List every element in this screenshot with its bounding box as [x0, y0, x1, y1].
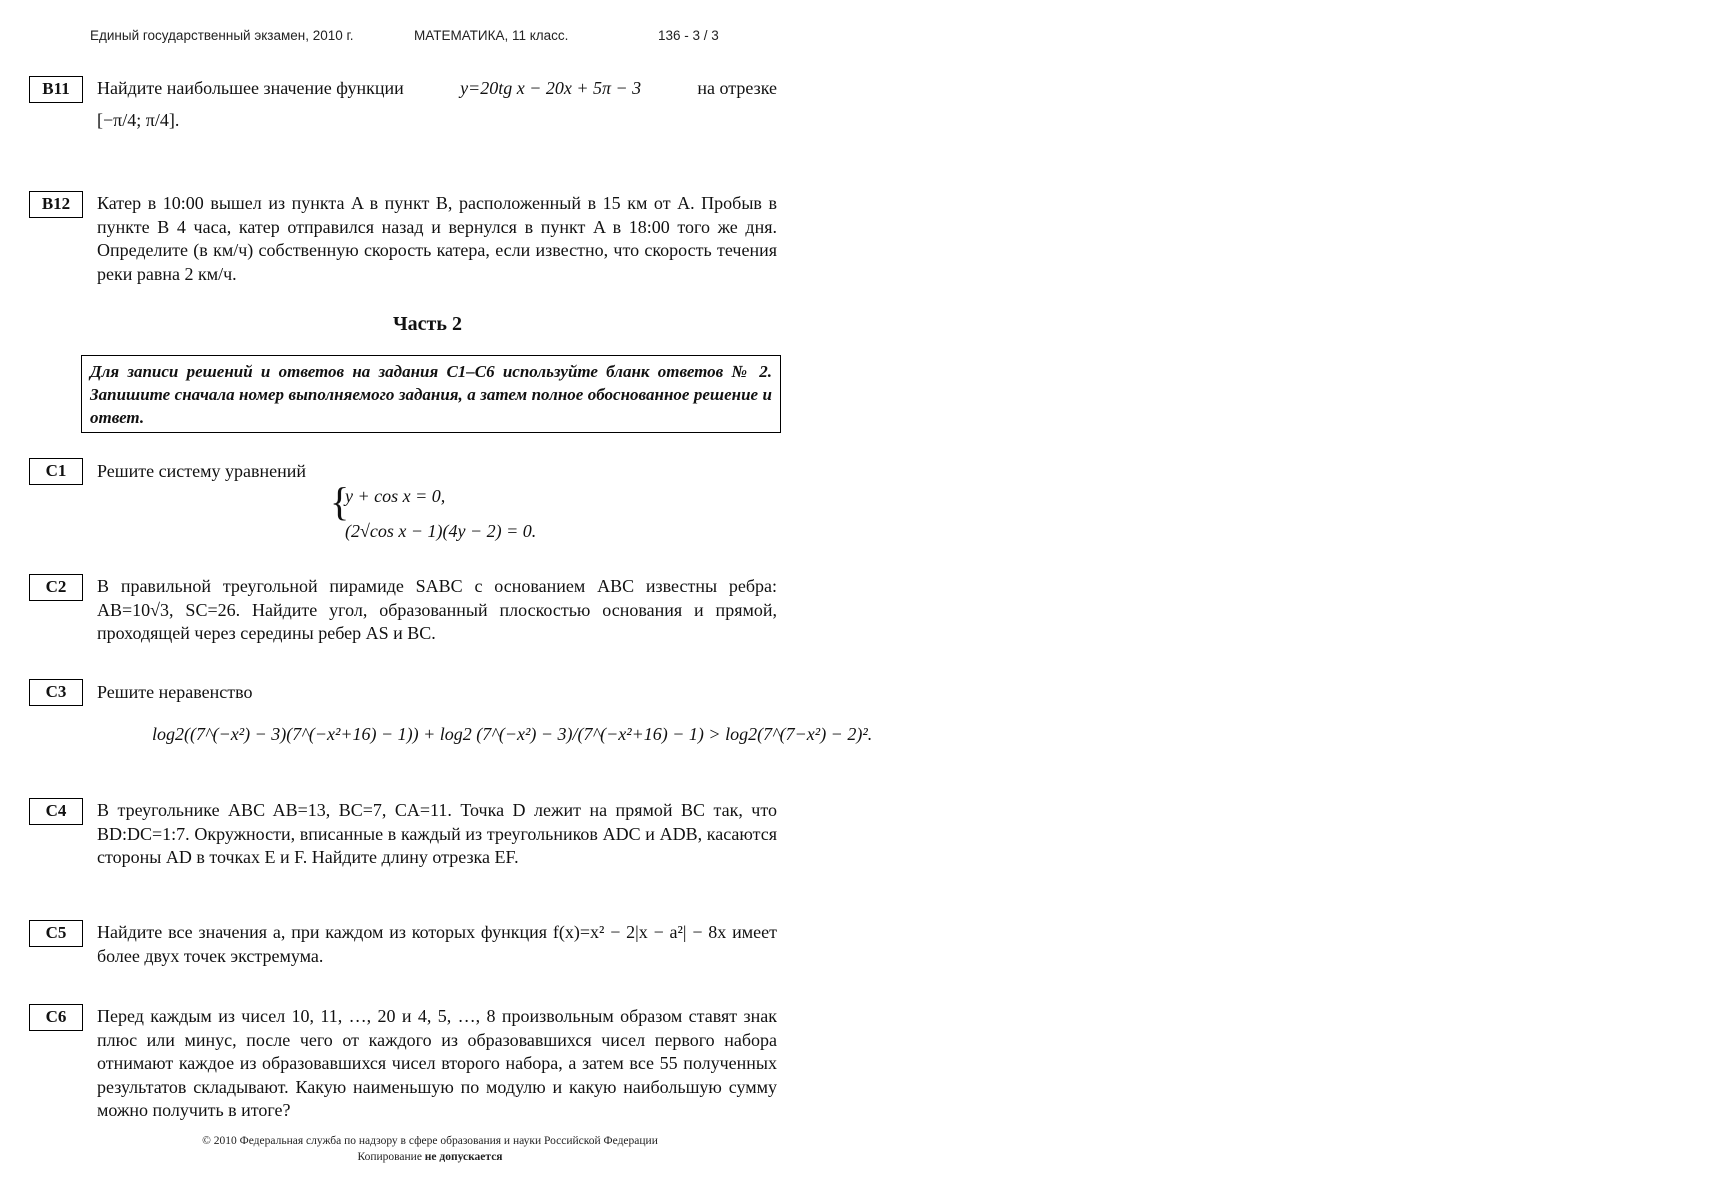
- task-label-b12: B12: [29, 191, 83, 218]
- task-c5-text: Найдите все значения a, при каждом из которых функция f(x)=x² − 2|x − a²| − 8x имеет более двух точек экстремума.: [97, 922, 777, 966]
- task-c3-formula: log2((7^(−x²) − 3)(7^(−x²+16) − 1)) + log2 (7^(−x²) − 3)/(7^(−x²+16) − 1) > log2(7^(7−x²) − 2)².: [152, 724, 873, 744]
- task-b12-text: Катер в 10:00 вышел из пункта A в пункт B, расположенный в 15 км от A. Пробыв в пункте B 4 часа, катер отправился назад и вернулся в пункт A в 18:00 того же дня. Определите (в км/ч) собственную скорость катера, если известно, что скорость течения реки равна 2 км/ч.: [97, 193, 777, 284]
- footer-copy-bold: не допускается: [424, 1151, 503, 1163]
- footer-copy-note: [100, 1151, 760, 1163]
- task-c3-text: Решите неравенство: [97, 682, 253, 702]
- part-title: Часть 2: [393, 313, 462, 335]
- task-c1-eq2: (2√cos x − 1)(4y − 2) = 0.: [345, 521, 537, 541]
- header-page: 136 - 3 / 3: [658, 28, 719, 43]
- task-label-c1: C1: [29, 458, 83, 485]
- instruction-box: Для записи решений и ответов на задания C1–C6 используйте бланк ответов № 2. Запишите сначала номер выполняемого задания, а затем полное обоснованное решение и ответ.: [81, 355, 781, 433]
- task-c1-eq1: y + cos x = 0,: [345, 486, 446, 506]
- task-c2-text: В правильной треугольной пирамиде SABC с основанием ABC известны ребра: AB=10√3, SC=26. Найдите угол, образованный плоскостью основания и прямой, проходящей через середины ребер AS и BC.: [97, 576, 777, 643]
- header-subject: МАТЕМАТИКА, 11 класс.: [414, 28, 569, 43]
- task-label-c2: C2: [29, 574, 83, 601]
- task-b11-intro-b: на отрезке: [697, 78, 777, 98]
- task-label-c5: C5: [29, 920, 83, 947]
- task-c4-text: В треугольнике ABC AB=13, BC=7, CA=11. Точка D лежит на прямой BC так, что BD:DC=1:7. Окружности, вписанные в каждый из треугольников ADC и ADB, касаются стороны AD в точках E и F. Найдите длину отрезка EF.: [97, 800, 777, 867]
- footer-copyright: © 2010 Федеральная служба по надзору в сфере образования и науки Российской Федерации: [202, 1135, 658, 1147]
- system-brace: {: [330, 479, 350, 524]
- task-c6-text: Перед каждым из чисел 10, 11, …, 20 и 4, 5, …, 8 произвольным образом ставят знак плюс или минус, после чего от каждого из образовавшихся чисел первого набора отнимают каждое из образовавшихся чисел второго набора, а затем все 55 полученных результатов складывают. Какую наименьшую по модулю и какую наибольшую сумму можно получить в итоге?: [97, 1006, 777, 1120]
- task-b11-interval: [−π/4; π/4].: [97, 109, 180, 130]
- header-exam: Единый государственный экзамен, 2010 г.: [90, 28, 354, 43]
- task-b11-formula: y=20tg x − 20x + 5π − 3: [460, 78, 642, 98]
- task-b11-intro: Найдите наибольшее значение функции: [97, 78, 404, 98]
- task-label-c6: C6: [29, 1004, 83, 1031]
- task-c1-text: Решите систему уравнений: [97, 461, 306, 481]
- task-label-c3: C3: [29, 679, 83, 706]
- task-b11-text: [97, 77, 777, 132]
- footer-copy-prefix: Копирование: [357, 1151, 422, 1163]
- task-label-b11: B11: [29, 76, 83, 103]
- task-label-c4: C4: [29, 798, 83, 825]
